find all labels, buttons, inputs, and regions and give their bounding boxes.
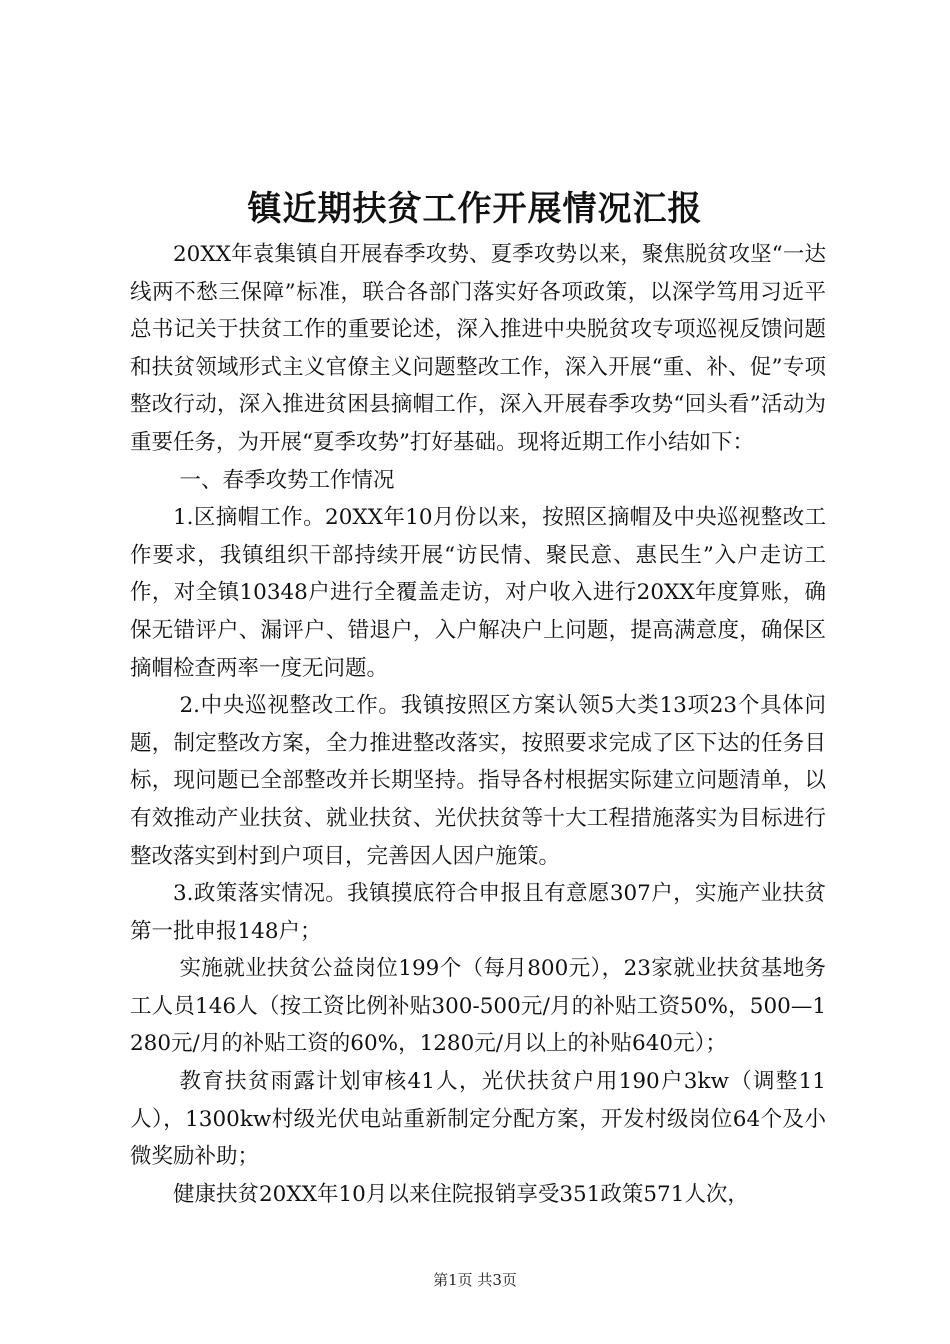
paragraph-item-3: 3.政策落实情况。我镇摸底符合申报且有意愿307户，实施产业扶贫第一批申报148户；	[130, 881, 826, 944]
page-number: 第1页 共3页	[433, 1271, 517, 1289]
document-title: 镇近期扶贫工作开展情况汇报	[247, 189, 703, 229]
paragraph-employment: 实施就业扶贫公益岗位199个（每月800元），23家就业扶贫基地务工人员146人（按工资比例补贴300-500元/月的补贴工资50%，500—1280元/月的补贴工资的60%，1280元/月以上的补贴640元）；	[130, 956, 826, 1057]
paragraph-item-1: 1.区摘帽工作。20XX年10月份以来，按照区摘帽及中央巡视整改工作要求，我镇组织干部持续开展“访民情、聚民意、惠民生”入户走访工作，对全镇10348户进行全覆盖走访，对户收入进行20XX年度算账，确保无错评户、漏评户、错退户，入户解决户上问题，提高满意度，确保区摘帽检查两率一度无问题。	[130, 505, 826, 681]
section-heading: 一、春季攻势工作情况	[179, 467, 395, 493]
paragraph-education: 教育扶贫雨露计划审核41人，光伏扶贫户用190户3kw（调整11人），1300kw村级光伏电站重新制定分配方案，开发村级岗位64个及小微奖励补助；	[130, 1069, 826, 1170]
paragraph-health: 健康扶贫20XX年10月以来住院报销享受351政策571人次，	[173, 1181, 749, 1207]
paragraph-item-2: 2.中央巡视整改工作。我镇按照区方案认领5大类13项23个具体问题，制定整改方案，全力推进整改落实，按照要求完成了区下达的任务目标，现问题已全部整改并长期坚持。指导各村根据实际建立问题清单，以有效推动产业扶贫、就业扶贫、光伏扶贫等十大工程措施落实为目标进行整改落实到村到户项目，完善因人因户施策。	[130, 693, 826, 869]
document-body	[130, 236, 826, 1213]
intro-paragraph: 20XX年袁集镇自开展春季攻势、夏季攻势以来，聚焦脱贫攻坚“一达线两不愁三保障”标准，联合各部门落实好各项政策，以深学笃用习近平总书记关于扶贫工作的重要论述，深入推进中央脱贫攻专项巡视反馈问题和扶贫领域形式主义官僚主义问题整改工作，深入开展“重、补、促”专项整改行动，深入推进贫困县摘帽工作，深入开展春季攻势“回头看”活动为重要任务，为开展“夏季攻势”打好基础。现将近期工作小结如下：	[130, 242, 826, 455]
